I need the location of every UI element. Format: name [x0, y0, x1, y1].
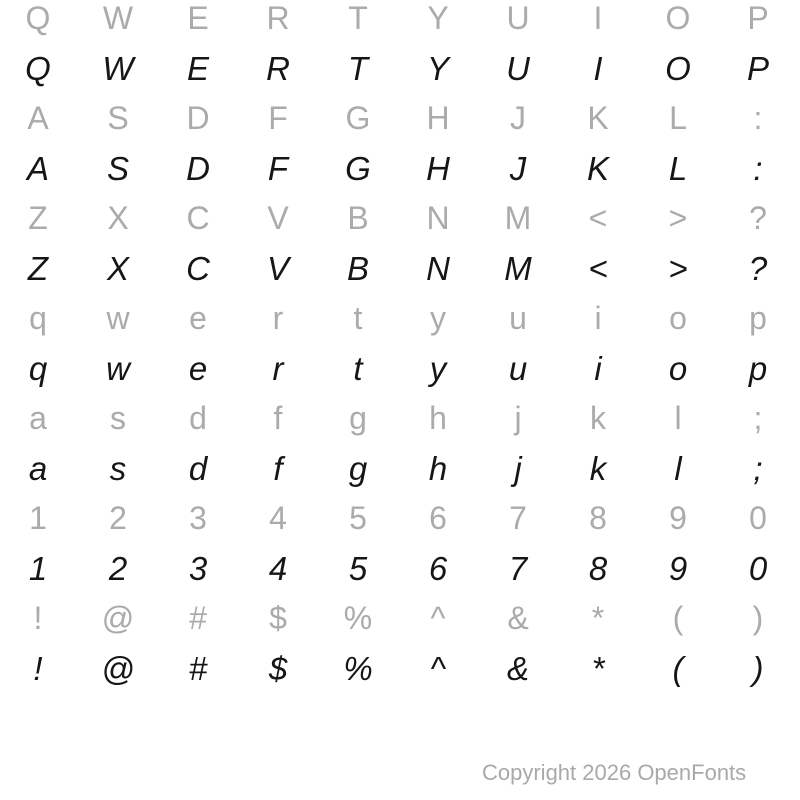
glyph-cell: @	[101, 649, 135, 687]
glyph-cell: 0	[748, 549, 768, 587]
glyph-cell: t	[353, 300, 363, 336]
glyph-cell: f	[273, 400, 283, 436]
glyph-cell: 2	[108, 549, 128, 587]
glyph-cell: s	[110, 400, 126, 436]
glyph-cell: 8	[588, 549, 608, 587]
glyph-cell: 5	[348, 549, 368, 587]
glyph-cell: Z	[27, 249, 49, 287]
glyph-cell: $	[268, 649, 288, 687]
glyph-cell: g	[348, 449, 368, 487]
glyph-cell: M	[504, 249, 532, 287]
glyph-cell: L	[668, 149, 688, 187]
glyph-cell: S	[106, 149, 129, 187]
glyph-cell: W	[102, 49, 134, 87]
glyph-cell: #	[189, 600, 207, 636]
glyph-cell: a	[29, 400, 47, 436]
glyph-cell: P	[747, 0, 769, 36]
glyph-cell: e	[189, 300, 207, 336]
glyph-cell: y	[430, 300, 446, 336]
glyph-row-reference	[0, 293, 800, 343]
glyph-cell: e	[188, 349, 208, 387]
glyph-cell: D	[186, 149, 210, 187]
glyph-cell: p	[749, 300, 767, 336]
glyph-cell: :	[753, 149, 763, 187]
glyph-cell: 2	[109, 500, 127, 536]
glyph-cell: T	[348, 0, 368, 36]
glyph-cell: X	[106, 249, 129, 287]
glyph-cell: F	[267, 149, 289, 187]
glyph-cell: ;	[753, 400, 763, 436]
glyph-cell: <	[588, 200, 608, 236]
glyph-cell: )	[752, 600, 764, 636]
glyph-row-italic	[0, 343, 800, 393]
glyph-cell: t	[353, 349, 363, 387]
glyph-cell: S	[107, 100, 129, 136]
glyph-cell: d	[189, 400, 207, 436]
glyph-cell: &	[506, 649, 529, 687]
glyph-row-reference	[0, 93, 800, 143]
glyph-cell: 6	[428, 549, 448, 587]
glyph-cell: Y	[426, 49, 449, 87]
glyph-cell: q	[28, 349, 48, 387]
glyph-cell: Q	[25, 49, 51, 87]
glyph-row-reference	[0, 193, 800, 243]
glyph-cell: 3	[189, 500, 207, 536]
glyph-cell: ^	[430, 600, 446, 636]
glyph-cell: ^	[430, 649, 446, 687]
glyph-cell: I	[593, 49, 603, 87]
glyph-cell: 8	[589, 500, 607, 536]
glyph-cell: !	[33, 600, 43, 636]
glyph-cell: p	[748, 349, 768, 387]
glyph-cell: K	[587, 100, 609, 136]
glyph-cell: C	[186, 249, 210, 287]
copyright-text: Copyright 2026 OpenFonts	[482, 760, 747, 785]
glyph-cell: 1	[28, 549, 48, 587]
glyph-cell: 4	[269, 500, 287, 536]
glyph-cell: W	[102, 0, 134, 36]
glyph-cell: H	[426, 149, 450, 187]
glyph-cell: Q	[25, 0, 51, 36]
glyph-cell: l	[674, 400, 682, 436]
glyph-row-italic	[0, 643, 800, 693]
glyph-cell: R	[266, 49, 290, 87]
glyph-cell: L	[669, 100, 687, 136]
glyph-cell: 3	[188, 549, 208, 587]
glyph-cell: Z	[28, 200, 48, 236]
glyph-cell: K	[586, 149, 609, 187]
glyph-cell: o	[668, 349, 688, 387]
glyph-cell: h	[429, 400, 447, 436]
glyph-cell: N	[426, 200, 450, 236]
glyph-cell: X	[107, 200, 129, 236]
glyph-cell: ?	[748, 249, 768, 287]
glyph-cell: J	[509, 149, 527, 187]
glyph-row-italic	[0, 543, 800, 593]
glyph-cell: D	[186, 100, 210, 136]
glyph-cell: F	[268, 100, 288, 136]
glyph-cell: 0	[749, 500, 767, 536]
glyph-cell: I	[593, 0, 603, 36]
glyph-cell: *	[591, 649, 605, 687]
glyph-cell: d	[188, 449, 208, 487]
glyph-row-reference	[0, 0, 800, 43]
glyph-cell: u	[508, 349, 528, 387]
glyph-cell: G	[345, 149, 371, 187]
glyph-cell: 9	[669, 500, 687, 536]
glyph-cell: k	[590, 400, 606, 436]
glyph-cell: 4	[268, 549, 288, 587]
glyph-cell: q	[29, 300, 47, 336]
glyph-cell: (	[672, 600, 684, 636]
glyph-cell: <	[588, 249, 608, 287]
glyph-cell: s	[109, 449, 127, 487]
glyph-row-reference	[0, 593, 800, 643]
glyph-cell: w	[106, 349, 130, 387]
glyph-cell: g	[349, 400, 367, 436]
glyph-cell: @	[101, 600, 135, 636]
glyph-cell: u	[509, 300, 527, 336]
glyph-cell: l	[674, 449, 682, 487]
glyph-cell: U	[506, 0, 530, 36]
glyph-cell: V	[267, 200, 289, 236]
glyph-cell: G	[345, 100, 371, 136]
glyph-cell: O	[665, 0, 691, 36]
glyph-cell: r	[272, 300, 284, 336]
glyph-cell: E	[187, 0, 209, 36]
glyph-cell: E	[186, 49, 209, 87]
glyph-cell: )	[752, 649, 764, 687]
glyph-cell: ?	[749, 200, 767, 236]
glyph-cell: J	[510, 100, 526, 136]
glyph-cell: k	[589, 449, 607, 487]
glyph-cell: *	[591, 600, 605, 636]
glyph-row-italic	[0, 43, 800, 93]
glyph-cell: w	[106, 300, 130, 336]
glyph-cell: #	[188, 649, 208, 687]
glyph-cell: T	[347, 49, 369, 87]
glyph-cell: 9	[668, 549, 688, 587]
glyph-cell: i	[594, 349, 602, 387]
glyph-cell: i	[594, 300, 602, 336]
glyph-cell: 7	[509, 500, 527, 536]
glyph-cell: P	[746, 49, 769, 87]
glyph-cell: >	[668, 200, 688, 236]
glyph-cell: a	[28, 449, 48, 487]
glyph-cell: !	[33, 649, 43, 687]
glyph-cell: Y	[427, 0, 449, 36]
glyph-cell: &	[507, 600, 529, 636]
glyph-cell: B	[347, 200, 369, 236]
glyph-cell: o	[669, 300, 687, 336]
glyph-row-reference	[0, 393, 800, 443]
glyph-row-italic	[0, 443, 800, 493]
glyph-cell: :	[753, 100, 763, 136]
glyph-cell: H	[426, 100, 450, 136]
glyph-cell: 7	[508, 549, 528, 587]
glyph-cell: 1	[29, 500, 47, 536]
glyph-row-italic	[0, 243, 800, 293]
glyph-cell: A	[26, 149, 49, 187]
glyph-cell: $	[269, 600, 287, 636]
glyph-cell: B	[346, 249, 369, 287]
glyph-cell: %	[343, 649, 373, 687]
glyph-cell: %	[343, 600, 373, 636]
glyph-row-italic	[0, 143, 800, 193]
glyph-cell: h	[428, 449, 448, 487]
glyph-cell: M	[504, 200, 532, 236]
glyph-cell: 5	[349, 500, 367, 536]
glyph-cell: R	[266, 0, 290, 36]
glyph-cell: 6	[429, 500, 447, 536]
glyph-cell: >	[668, 249, 688, 287]
glyph-cell: A	[27, 100, 49, 136]
glyph-cell: j	[514, 449, 522, 487]
glyph-cell: O	[665, 49, 691, 87]
glyph-cell: V	[266, 249, 289, 287]
glyph-cell: r	[272, 349, 284, 387]
glyph-cell: N	[426, 249, 450, 287]
glyph-cell: f	[273, 449, 283, 487]
glyph-row-reference	[0, 493, 800, 543]
glyph-cell: C	[186, 200, 210, 236]
glyph-cell: ;	[753, 449, 763, 487]
glyph-cell: y	[429, 349, 447, 387]
glyph-cell: U	[506, 49, 530, 87]
glyph-cell: j	[514, 400, 522, 436]
glyph-cell: (	[672, 649, 684, 687]
